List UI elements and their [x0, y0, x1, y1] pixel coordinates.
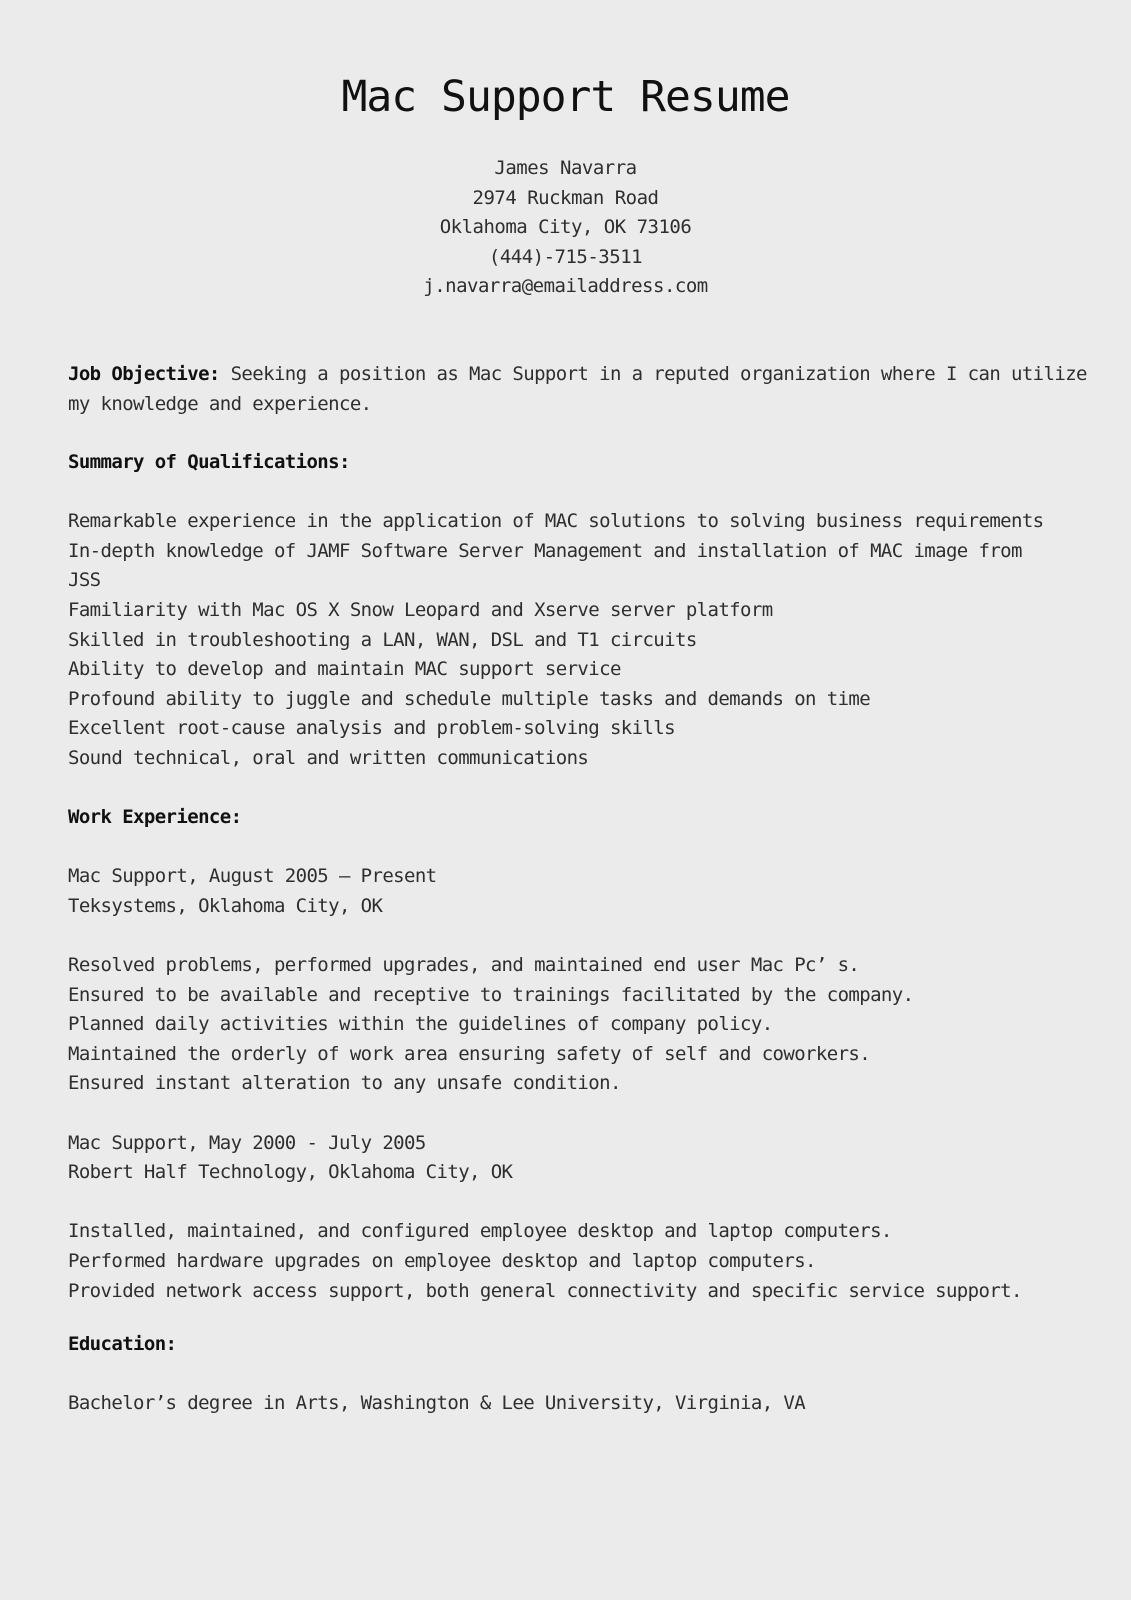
contact-address: 2974 Ruckman Road	[472, 186, 659, 209]
job-duty: Performed hardware upgrades on employee desktop and laptop computers.	[68, 1249, 816, 1272]
job-company-line: Robert Half Technology, Oklahoma City, OK	[68, 1161, 513, 1184]
job-duty: Ensured to be available and receptive to trainings facilitated by the company.	[68, 983, 914, 1006]
qualification-item: Profound ability to juggle and schedule multiple tasks and demands on time	[68, 687, 871, 710]
qualification-item: JSS	[68, 569, 101, 592]
job-title-line: Mac Support, August 2005 – Present	[68, 865, 437, 888]
experience-section	[68, 803, 1068, 1306]
contact-phone: (444)-715-3511	[488, 245, 643, 268]
qualification-item: Sound technical, oral and written communications	[68, 746, 589, 769]
qualifications-heading: Summary of Qualifications:	[68, 451, 350, 473]
page-title: Mac Support Resume	[341, 72, 790, 122]
contact-city: Oklahoma City, OK 73106	[439, 216, 692, 239]
job-duty: Planned daily activities within the guidelines of company policy.	[68, 1013, 773, 1036]
qualification-item: Ability to develop and maintain MAC support service	[68, 658, 621, 681]
objective-text-line1: Seeking a position as Mac Support in a reputed organization where I can utilize	[219, 363, 1087, 385]
job-duty: Installed, maintained, and configured employee desktop and laptop computers.	[68, 1220, 892, 1243]
experience-heading: Work Experience:	[68, 806, 242, 828]
job-title-line: Mac Support, May 2000 - July 2005	[68, 1131, 426, 1154]
job-duty: Ensured instant alteration to any unsafe condition.	[68, 1072, 621, 1095]
qualification-item: In-depth knowledge of JAMF Software Server Management and installation of MAC image from	[68, 539, 1022, 562]
qualification-item: Excellent root-cause analysis and problem-solving skills	[68, 717, 675, 740]
contact-email: j.navarra@emailaddress.com	[423, 275, 708, 298]
objective-text-line2: my knowledge and experience.	[68, 392, 372, 415]
education-degree: Bachelor’s degree in Arts, Washington & Lee University, Virginia, VA	[68, 1392, 806, 1415]
qualification-item: Familiarity with Mac OS X Snow Leopard and Xserve server platform	[68, 598, 773, 621]
qualification-item: Skilled in troubleshooting a LAN, WAN, DSL and T1 circuits	[68, 628, 697, 651]
contact-block	[0, 154, 1131, 302]
job-duty: Resolved problems, performed upgrades, and maintained end user Mac Pc’ s.	[68, 953, 860, 976]
qualification-item: Remarkable experience in the application of MAC solutions to solving business requirements	[68, 510, 1044, 533]
qualifications-section	[68, 448, 1068, 774]
contact-name: James Navarra	[494, 157, 637, 179]
education-heading: Education:	[68, 1333, 177, 1355]
job-duty: Maintained the orderly of work area ensuring safety of self and coworkers.	[68, 1042, 871, 1065]
job-company-line: Teksystems, Oklahoma City, OK	[68, 894, 383, 917]
job-duty: Provided network access support, both general connectivity and specific service support.	[68, 1279, 1022, 1302]
objective-label: Job Objective:	[68, 363, 220, 385]
education-section	[68, 1330, 1068, 1419]
objective-section	[68, 360, 1087, 419]
